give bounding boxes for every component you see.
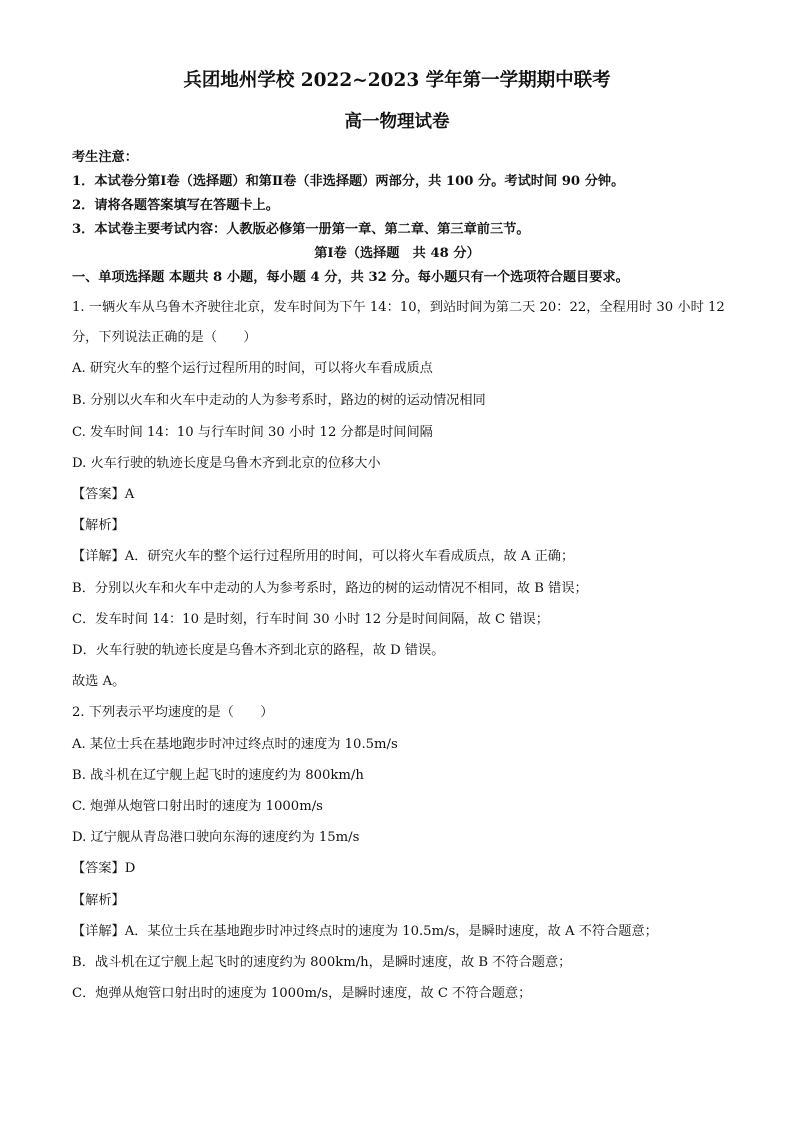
detail-line: C．炮弹从炮管口射出时的速度为 1000m/s，是瞬时速度，故 C 不符合题意； — [72, 986, 532, 1001]
question-stem: 2. 下列表示平均速度的是（ ） — [72, 705, 274, 720]
page-title: 兵团地州学校 2022~2023 学年第一学期期中联考 — [183, 70, 611, 91]
detail-line: 【详解】A．某位士兵在基地跑步时冲过终点时的速度为 10.5m/s，是瞬时速度，故 A 不符合题意； — [72, 924, 658, 939]
analysis-label: 【解析】 — [72, 518, 125, 533]
option-d: D. 辽宁舰从青岛港口驶向东海的速度约为 15m/s — [72, 830, 360, 845]
detail-line: B．分别以火车和火车中走动的人为参考系时，路边的树的运动情况不相同，故 B 错误； — [72, 581, 588, 596]
notice-heading: 考生注意： — [72, 150, 138, 165]
page-subtitle: 高一物理试卷 — [344, 112, 450, 132]
question-stem: 分，下列说法正确的是（ ） — [72, 330, 257, 345]
section-instruction: 一、单项选择题 本题共 8 小题，每小题 4 分，共 32 分。每小题只有一个选项符合题目要求。 — [72, 270, 629, 285]
notice-item: 1．本试卷分第Ⅰ卷（选择题）和第Ⅱ卷（非选择题）两部分，共 100 分。考试时间 90 分钟。 — [72, 174, 625, 189]
option-c: C. 炮弹从炮管口射出时的速度为 1000m/s — [72, 799, 323, 814]
option-b: B. 分别以火车和火车中走动的人为参考系时，路边的树的运动情况相同 — [72, 393, 486, 408]
detail-line: D．火车行驶的轨迹长度是乌鲁木齐到北京的路程，故 D 错误。 — [72, 643, 445, 658]
option-a: A. 研究火车的整个运行过程所用的时间，可以将火车看成质点 — [72, 361, 433, 376]
analysis-label: 【解析】 — [72, 893, 125, 908]
notice-item: 2．请将各题答案填写在答题卡上。 — [72, 198, 279, 213]
answer-label: 【答案】D — [72, 861, 136, 876]
option-c: C. 发车时间 14：10 与行车时间 30 小时 12 分都是时间间隔 — [72, 425, 433, 440]
section-title: 第Ⅰ卷（选择题 共 48 分） — [314, 246, 480, 261]
detail-line: 【详解】A．研究火车的整个运行过程所用的时间，可以将火车看成质点，故 A 正确； — [72, 549, 575, 564]
notice-item: 3．本试卷主要考试内容：人教版必修第一册第一章、第二章、第三章前三节。 — [72, 222, 530, 237]
detail-line: B．战斗机在辽宁舰上起飞时的速度约为 800km/h，是瞬时速度，故 B 不符合题意； — [72, 955, 572, 970]
answer-label: 【答案】A — [72, 487, 135, 502]
detail-line: C．发车时间 14：10 是时刻，行车时间 30 小时 12 分是时间间隔，故 C 错误； — [72, 612, 549, 627]
option-b: B. 战斗机在辽宁舰上起飞时的速度约为 800km/h — [72, 768, 364, 783]
option-a: A. 某位士兵在基地跑步时冲过终点时的速度为 10.5m/s — [72, 737, 398, 752]
option-d: D. 火车行驶的轨迹长度是乌鲁木齐到北京的位移大小 — [72, 456, 381, 471]
conclusion: 故选 A。 — [72, 674, 126, 689]
question-stem: 1. 一辆火车从乌鲁木齐驶往北京，发车时间为下午 14：10，到站时间为第二天 20：22，全程用时 30 小时 12 — [72, 300, 725, 315]
